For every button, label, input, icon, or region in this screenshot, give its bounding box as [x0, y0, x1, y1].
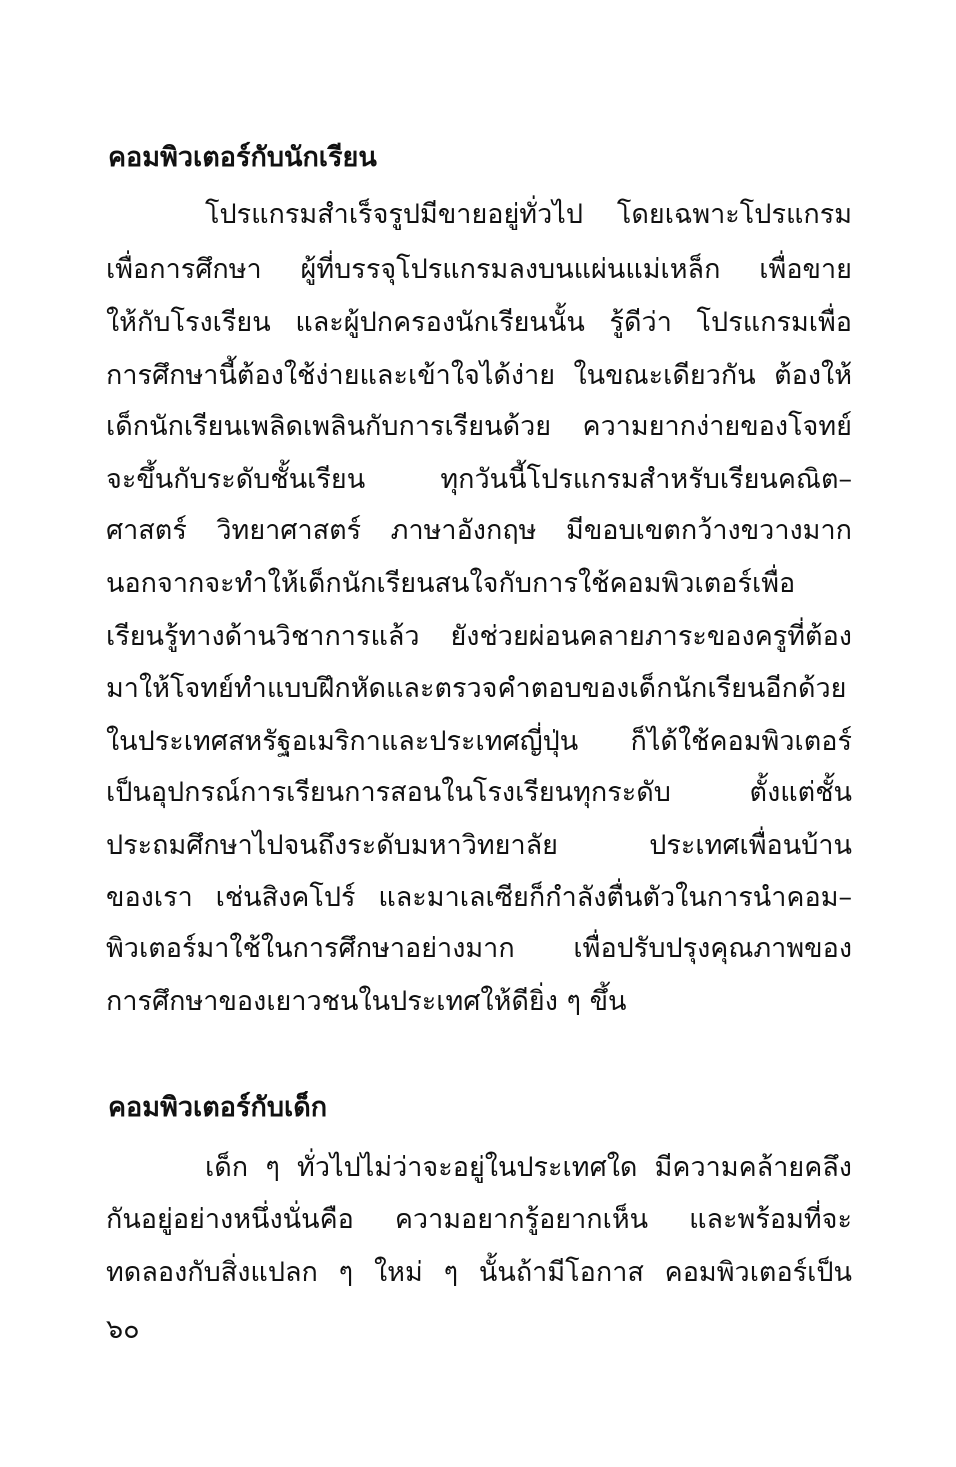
paragraph-line: จะขึ้นกับระดับชั้นเรียน ทุกวันนี้โปรแกรมสำหรับเรียนคณิต– [106, 464, 852, 495]
paragraph-line: การศึกษานี้ต้องใช้ง่ายและเข้าใจได้ง่าย ในขณะเดียวกัน ต้องให้ [106, 360, 852, 391]
page-number: ๖๐ [106, 1314, 140, 1345]
paragraph-line: ศาสตร์ วิทยาศาสตร์ ภาษาอังกฤษ มีขอบเขตกว้างขวางมาก [106, 515, 852, 546]
paragraph-line: นอกจากจะทำให้เด็กนักเรียนสนใจกับการใช้คอมพิวเตอร์เพื่อ [106, 568, 796, 599]
paragraph-line: ให้กับโรงเรียน และผู้ปกครองนักเรียนนั้น รู้ดีว่า โปรแกรมเพื่อ [106, 307, 852, 338]
paragraph-line: ในประเทศสหรัฐอเมริกาและประเทศญี่ปุ่น ก็ได้ใช้คอมพิวเตอร์ [106, 726, 852, 757]
paragraph-line: เด็ก ๆ ทั่วไปไม่ว่าจะอยู่ในประเทศใด มีความคล้ายคลึง [205, 1152, 852, 1183]
section-heading-computer-and-students: คอมพิวเตอร์กับนักเรียน [108, 142, 377, 173]
paragraph-line: มาให้โจทย์ทำแบบฝึกหัดและตรวจคำตอบของเด็กนักเรียนอีกด้วย [106, 673, 847, 704]
paragraph-line: กันอยู่อย่างหนึ่งนั่นคือ ความอยากรู้อยากเห็น และพร้อมที่จะ [106, 1204, 852, 1235]
section-heading-computer-and-children: คอมพิวเตอร์กับเด็ก [108, 1092, 328, 1123]
paragraph-line: เรียนรู้ทางด้านวิชาการแล้ว ยังช่วยผ่อนคลายภาระของครูที่ต้อง [106, 621, 852, 652]
paragraph-line: พิวเตอร์มาใช้ในการศึกษาอย่างมาก เพื่อปรับปรุงคุณภาพของ [106, 933, 852, 964]
paragraph-line: ของเรา เช่นสิงคโปร์ และมาเลเซียก็กำลังตื่นตัวในการนำคอม– [106, 882, 852, 913]
paragraph-line: เด็กนักเรียนเพลิดเพลินกับการเรียนด้วย ความยากง่ายของโจทย์ [106, 411, 852, 442]
paragraph-line: โปรแกรมสำเร็จรูปมีขายอยู่ทั่วไป โดยเฉพาะโปรแกรม [205, 199, 852, 230]
paragraph-line: ทดลองกับสิ่งแปลก ๆ ใหม่ ๆ นั้นถ้ามีโอกาส คอมพิวเตอร์เป็น [106, 1257, 852, 1288]
paragraph-line: การศึกษาของเยาวชนในประเทศให้ดียิ่ง ๆ ขึ้น [106, 986, 627, 1017]
paragraph-line: เพื่อการศึกษา ผู้ที่บรรจุโปรแกรมลงบนแผ่นแม่เหล็ก เพื่อขาย [106, 254, 852, 285]
paragraph-line: ประถมศึกษาไปจนถึงระดับมหาวิทยาลัย ประเทศเพื่อนบ้าน [106, 830, 852, 861]
paragraph-line: เป็นอุปกรณ์การเรียนการสอนในโรงเรียนทุกระดับ ตั้งแต่ชั้น [106, 777, 852, 808]
